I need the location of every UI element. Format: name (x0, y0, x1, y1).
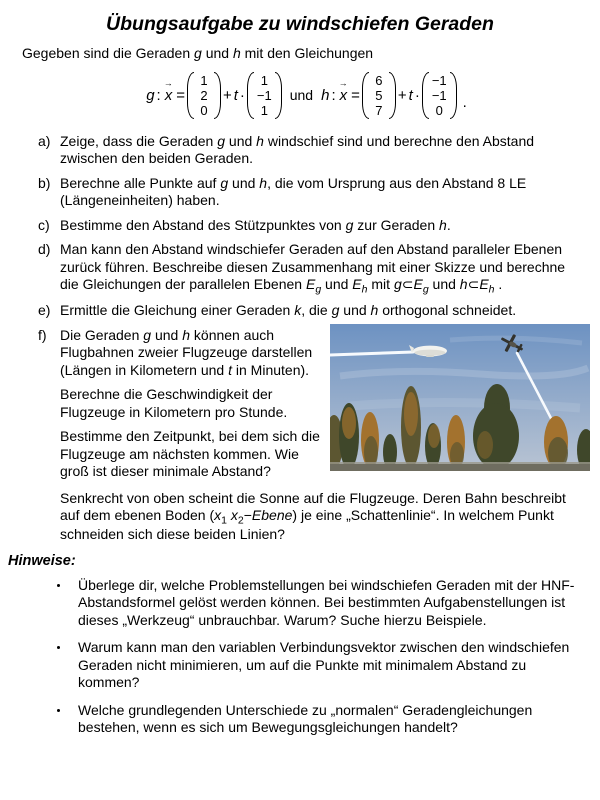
text-segment: Man kann den Abstand windschiefer Geraden auf den Abstand paralleler Ebenen zurück führen. Beschreibe diesen Zusammenhang mit einer Skizze und berechne die Gleichungen der parallelen Ebenen (60, 241, 566, 292)
text-segment: 2 (237, 514, 244, 527)
task-list (22, 133, 590, 320)
text-segment: , die vom Ursprung aus den Abstand 8 LE (Längeneinheiten) haben. (60, 174, 527, 208)
item-label: d) (38, 241, 51, 257)
vector-component: 2 (200, 88, 208, 103)
f-paragraph (60, 386, 330, 421)
text-segment: h (232, 45, 241, 61)
hinweise-bullet (22, 702, 590, 737)
h-direction-vector (422, 71, 457, 120)
h-support-vector (362, 71, 396, 120)
ground (330, 462, 590, 471)
equation-h (320, 71, 458, 120)
text-segment: und (339, 302, 371, 318)
text-segment: E (479, 276, 489, 292)
text-segment: h (370, 302, 379, 318)
item-label: a) (38, 132, 51, 149)
text-segment: und (151, 326, 183, 343)
task-item-a (22, 133, 590, 168)
text-segment: können auch Flugbahnen zweier Flugzeuge darstellen (Längen in Kilometern und (60, 326, 313, 378)
item-text (60, 175, 576, 210)
vector-component: 5 (375, 88, 383, 103)
f-paragraph (60, 327, 330, 380)
right-paren (450, 72, 457, 119)
text-segment: und (321, 276, 353, 292)
left-paren (362, 72, 369, 119)
bullet-text (78, 577, 584, 630)
text-segment: 1 (221, 514, 227, 527)
text-segment: h (488, 283, 495, 296)
vector-component: 7 (375, 103, 383, 118)
text-segment: Welche grundlegenden Unterschiede zu „normalen“ Geradengleichungen bestehen, wenn es sich um Bewegungsgleichungen handelt? (78, 701, 533, 735)
task-item-b (22, 175, 590, 210)
text-segment: Ermittle die Gleichung einer Geraden (60, 302, 295, 318)
text-segment: E (413, 276, 423, 292)
item-text (60, 327, 330, 488)
right-paren (214, 72, 221, 119)
item-label: b) (38, 174, 51, 191)
airplanes-photo-graphic (330, 324, 590, 471)
vector-component: −1 (256, 88, 272, 103)
text-segment: . (446, 216, 451, 233)
text-segment: h (182, 326, 191, 343)
text-segment: zur Geraden (353, 216, 440, 233)
task-item-f (22, 327, 590, 488)
text-segment: ) (292, 507, 298, 523)
bullet-dot-icon (57, 646, 60, 649)
hinweise-bullet (22, 639, 590, 692)
intro-text (22, 45, 590, 63)
task-item-c (22, 217, 590, 235)
colon: : (331, 86, 336, 104)
cdot: · (239, 86, 245, 104)
line-equations (22, 66, 590, 126)
text-segment: x (214, 507, 222, 523)
text-segment: Gegeben sind die Geraden (22, 45, 195, 61)
equals-sign: = (176, 86, 185, 104)
item-label: e) (38, 302, 51, 318)
connector-word: und (289, 86, 314, 103)
right-paren (275, 72, 282, 119)
vector-component: −1 (431, 88, 447, 103)
text-segment: g (315, 283, 322, 296)
text-segment: E (305, 276, 316, 292)
text-segment: h (459, 276, 468, 292)
item-text (60, 217, 576, 235)
text-segment: − (243, 507, 252, 523)
text-segment: und (228, 174, 260, 191)
x-vector-symbol: x → (163, 87, 175, 105)
task-item-d (22, 241, 590, 295)
vector-component: 1 (260, 103, 268, 118)
text-segment: Warum kann man den variablen Verbindungsvektor zwischen den windschiefen Geraden nicht minimieren, um auf die Punkte mit minimalem Abstand zu kommen? (78, 639, 570, 690)
text-segment: x (230, 507, 238, 523)
text-segment: Ebene (251, 507, 293, 523)
text-segment: E (352, 276, 362, 292)
text-segment: ⊂ (401, 276, 414, 292)
g-direction-vector (247, 71, 282, 120)
vector-component: 0 (200, 103, 208, 118)
text-segment: h (439, 216, 447, 233)
text-segment: g (393, 276, 402, 292)
hinweise-heading: Hinweise: (8, 552, 76, 569)
text-segment: je eine „Schattenlinie“. In welchem Punkt schneiden sich diese beiden Linien? (60, 507, 554, 542)
bullet-dot-icon (57, 584, 60, 587)
text-segment: h (361, 283, 368, 296)
plus-sign: + (397, 86, 407, 104)
text-segment: ( (209, 507, 215, 523)
left-paren (247, 72, 254, 119)
text-segment: Die Geraden (60, 326, 144, 343)
text-segment: g (422, 283, 429, 296)
text-segment: und (225, 132, 257, 149)
hinweise-list (22, 577, 590, 737)
text-segment: in Minuten). (232, 361, 310, 378)
left-paren (187, 72, 194, 119)
item-label: f) (38, 326, 47, 343)
left-paren (422, 72, 429, 119)
text-segment: Bestimme den Abstand des Stützpunktes von (60, 216, 346, 233)
text-segment: g (143, 326, 152, 343)
text-segment: mit (367, 276, 394, 292)
text-segment: h (256, 132, 264, 149)
text-segment: g (331, 302, 340, 318)
period: . (462, 94, 467, 111)
text-segment: g (220, 174, 229, 191)
f-paragraph (60, 428, 330, 481)
h-label: h (321, 86, 330, 104)
text-segment: , die (301, 302, 332, 318)
airplanes-photo (330, 324, 590, 471)
text-segment: g (194, 45, 202, 61)
bullet-text (78, 639, 584, 692)
t-parameter: t (233, 86, 238, 104)
equation-g (145, 71, 283, 120)
plus-sign: + (222, 86, 232, 104)
text-segment: . (494, 276, 503, 292)
text-segment: ⊂ (467, 276, 480, 292)
hinweise-bullet (22, 577, 590, 630)
text-segment: Berechne alle Punkte auf (60, 174, 221, 191)
text-segment: und (201, 45, 233, 61)
vector-component: −1 (431, 73, 447, 88)
text-segment: mit den Gleichungen (240, 45, 374, 61)
text-segment: Zeige, dass die Geraden (60, 132, 218, 149)
equals-sign: = (351, 86, 360, 104)
item-label: c) (38, 216, 50, 233)
bullet-text (78, 702, 584, 737)
f-paragraph-shadow-lines (60, 490, 580, 544)
page-title: Übungsaufgabe zu windschiefen Geraden (106, 13, 494, 35)
t-parameter: t (408, 86, 413, 104)
text-segment: h (259, 174, 268, 191)
item-text (60, 241, 576, 295)
text-segment: Überlege dir, welche Problemstellungen bei windschiefen Geraden mit der HNF-Abstandsformel gelöst werden können. Bei bestimmten Aufgabenstellungen ist dieses „Werkzeug“ unbrauchbar. Warum? Suche hierzu Beispiele. (78, 576, 575, 628)
vector-component: 6 (375, 73, 383, 88)
text-segment: g (217, 132, 226, 149)
text-segment: und (428, 276, 460, 292)
colon: : (156, 86, 161, 104)
text-segment: Berechne die Geschwindigkeit der Flugzeuge in Kilometern pro Stunde. (60, 386, 288, 420)
x-vector-symbol: x → (338, 87, 350, 105)
text-segment: Senkrecht von oben scheint die Sonne auf die Flugzeuge. Deren Bahn beschreibt auf dem ebenen Boden (60, 489, 566, 523)
vector-component: 0 (435, 103, 443, 118)
vector-component: 1 (260, 73, 268, 88)
text-segment: windschief sind und berechne den Abstand zwischen den beiden Geraden. (60, 132, 535, 166)
right-paren (389, 72, 396, 119)
item-text (60, 133, 576, 168)
g-support-vector (187, 71, 221, 120)
text-segment: k (294, 302, 302, 318)
item-text (60, 302, 576, 320)
text-segment: g (345, 216, 354, 233)
text-segment: Bestimme den Zeitpunkt, bei dem sich die Flugzeuge am nächsten kommen. Wie groß ist dieser minimale Abstand? (60, 428, 320, 479)
task-item-e (22, 302, 590, 320)
text-segment: t (228, 361, 232, 378)
cdot: · (414, 86, 420, 104)
bullet-dot-icon (57, 709, 60, 712)
vector-component: 1 (200, 73, 208, 88)
g-label: g (146, 86, 155, 104)
text-segment: orthogonal schneidet. (378, 302, 517, 318)
